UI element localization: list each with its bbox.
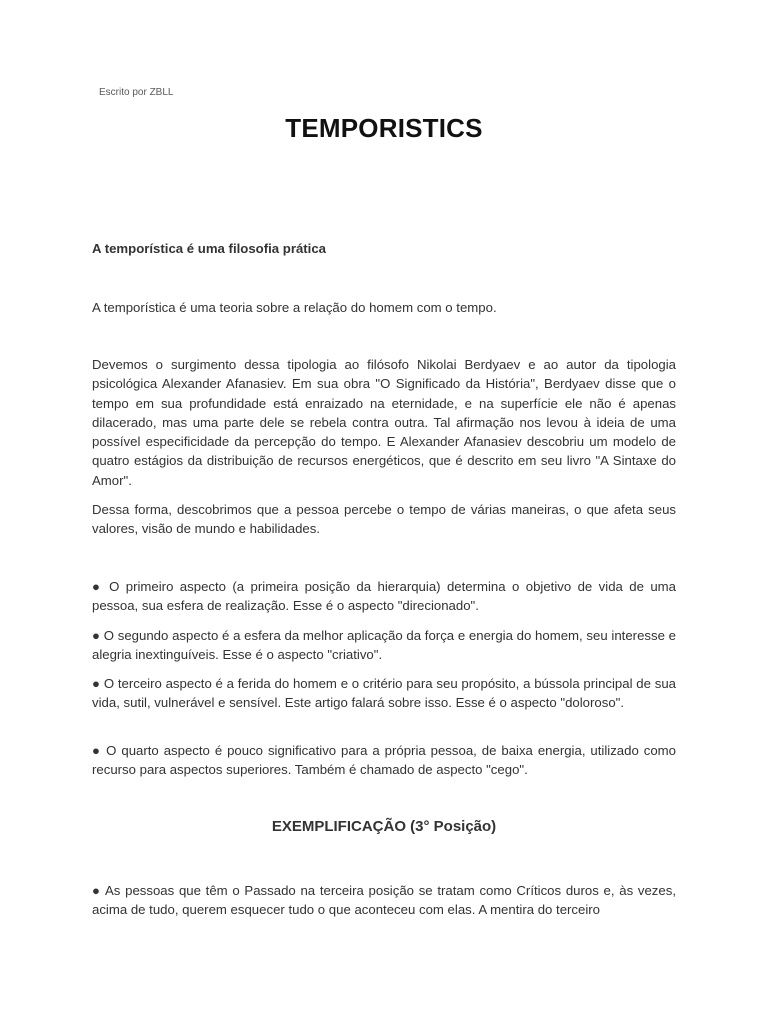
aspect-item-second: ● O segundo aspecto é a esfera da melhor aplicação da força e energia do homem, seu interesse e alegria inextinguíveis. Esse é o aspecto "criativo". <box>92 628 676 663</box>
origin-paragraph: Devemos o surgimento dessa tipologia ao filósofo Nikolai Berdyaev e ao autor da tipologia psicológica Alexander Afanasiev. Em sua obra "O Significado da História", Berdyaev disse que o tempo em sua profundidade está enraizado na eternidade, e na superfície ele não é apenas dilacerado, mas uma parte dele se rebela contra outra. Tal afirmação nos levou à ideia de uma possível especificidade da percepção do tempo. E Alexander Afanasiev descobriu um modelo de quatro estágios da distribuição de recursos energéticos, que é descrito em seu livro "A Sintaxe do Amor". <box>92 357 676 488</box>
subtitle-heading: A temporística é uma filosofia prática <box>92 241 327 256</box>
page-title: TEMPORISTICS <box>285 113 483 143</box>
example-paragraph: ● As pessoas que têm o Passado na terceira posição se tratam como Críticos duros e, às vezes, acima de tudo, querem esquecer tudo o que aconteceu com elas. A mentira do terceiro <box>92 883 676 918</box>
summary-paragraph: Dessa forma, descobrimos que a pessoa percebe o tempo de várias maneiras, o que afeta seus valores, visão de mundo e habilidades. <box>92 502 676 537</box>
aspect-item-fourth: ● O quarto aspecto é pouco significativo para a própria pessoa, de baixa energia, utilizado como recurso para aspectos superiores. Também é chamado de aspecto "cego". <box>92 743 676 778</box>
author-line: Escrito por ZBLL <box>99 87 174 98</box>
intro-paragraph: A temporística é uma teoria sobre a relação do homem com o tempo. <box>92 300 497 315</box>
aspect-item-third: ● O terceiro aspecto é a ferida do homem e o critério para seu propósito, a bússola principal de sua vida, sutil, vulnerável e sensível. Este artigo falará sobre isso. Esse é o aspecto "doloroso". <box>92 676 676 711</box>
aspect-item-first: ● O primeiro aspecto (a primeira posição da hierarquia) determina o objetivo de vida de uma pessoa, sua esfera de realização. Esse é o aspecto "direcionado". <box>92 579 676 614</box>
section-heading: EXEMPLIFICAÇÃO (3° Posição) <box>271 818 497 835</box>
